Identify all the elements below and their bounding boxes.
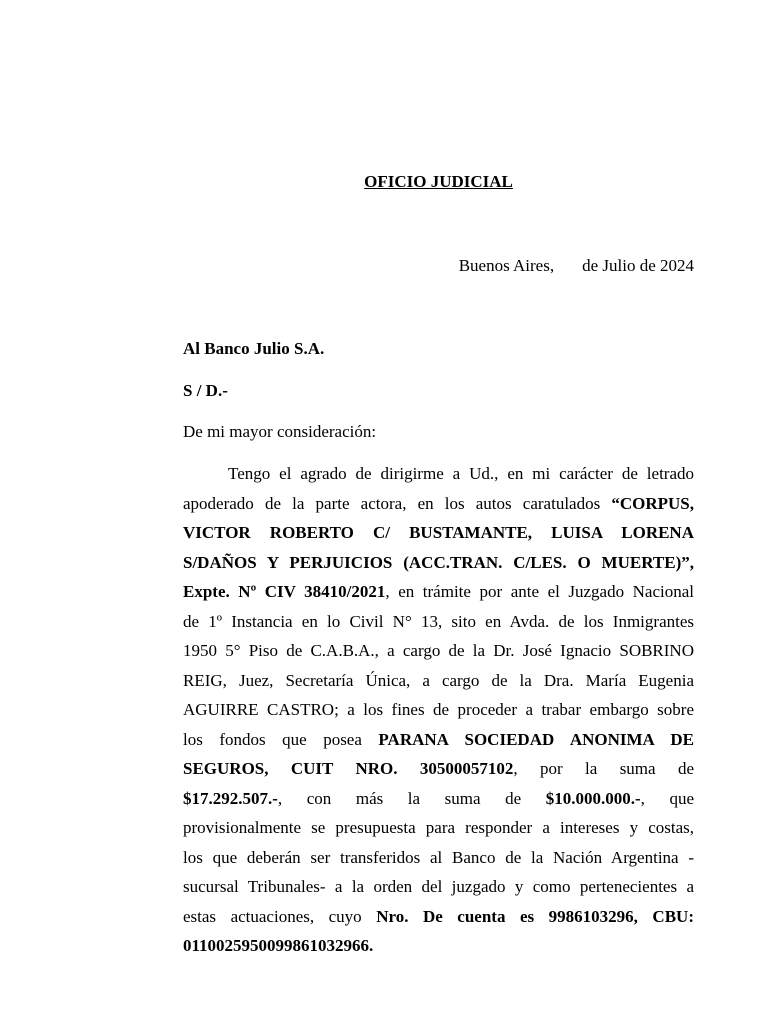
body-line xyxy=(183,459,694,489)
body-bold-text: $17.292.507.- xyxy=(183,788,278,808)
body-line xyxy=(183,577,694,607)
document-title: OFICIO JUDICIAL xyxy=(364,172,513,191)
body-line xyxy=(183,754,694,784)
body-text: , por la suma de xyxy=(513,759,695,778)
body-line xyxy=(183,931,694,961)
body-text: los fondos que posea xyxy=(183,729,379,749)
body-text: , que xyxy=(640,788,694,808)
body-text: sucursal Tribunales- a la orden del juzgado y como pertenecientes a xyxy=(183,877,694,896)
body-line xyxy=(183,666,694,696)
body-line xyxy=(183,725,694,755)
body-text: Tengo el agrado de dirigirme a Ud., en mi carácter de letrado xyxy=(228,464,694,483)
body-line xyxy=(183,489,694,519)
date-city: Buenos Aires, xyxy=(458,256,555,275)
body-text: REIG, Juez, Secretaría Única, a cargo de la Dra. María Eugenia xyxy=(183,670,694,690)
body-bold-text: $10.000.000.- xyxy=(545,788,641,808)
body-line xyxy=(183,518,694,548)
body-text: apoderado de la parte actora, en los autos caratulados xyxy=(183,493,612,513)
body-bold-text: Nro. De cuenta es 9986103296, CBU: xyxy=(376,906,694,926)
body-bold-text: SEGUROS, CUIT NRO. 30500057102 xyxy=(183,759,514,778)
body-text: AGUIRRE CASTRO; a los fines de proceder a trabar embargo sobre xyxy=(183,700,694,719)
body-text: 1950 5° Piso de C.A.B.A., a cargo de la Dr. José Ignacio SOBRINO xyxy=(183,641,694,660)
body-text: , con más la suma de xyxy=(277,788,546,808)
date-text: de Julio de 2024 xyxy=(582,256,694,275)
body-bold-text: PARANA SOCIEDAD ANONIMA DE xyxy=(378,729,694,749)
body-line xyxy=(183,607,694,637)
body-text: provisionalmente se presupuesta para responder a intereses y costas, xyxy=(183,818,694,837)
body-text: , en trámite por ante el Juzgado Nacional xyxy=(385,582,695,601)
body-line xyxy=(183,843,694,873)
date-line xyxy=(183,256,694,276)
body-line xyxy=(183,784,694,814)
body-bold-text: Expte. Nº CIV 38410/2021 xyxy=(183,582,386,601)
body-line xyxy=(183,902,694,932)
body-paragraph xyxy=(183,459,694,961)
body-line xyxy=(183,636,694,666)
body-line xyxy=(183,548,694,578)
body-text: de 1º Instancia en lo Civil N° 13, sito en Avda. de los Inmigrantes xyxy=(183,611,694,631)
body-line xyxy=(183,872,694,902)
greeting: De mi mayor consideración: xyxy=(183,422,377,441)
body-bold-text: S/DAÑOS Y PERJUICIOS (ACC.TRAN. C/LES. O MUERTE)”, xyxy=(183,552,694,572)
addressee: Al Banco Julio S.A. xyxy=(183,339,325,358)
body-bold-text: 0110025950099861032966. xyxy=(183,936,374,955)
body-line xyxy=(183,813,694,843)
body-bold-text: VICTOR ROBERTO C/ BUSTAMANTE, LUISA LORENA xyxy=(183,523,694,542)
body-line xyxy=(183,695,694,725)
sd-line: S / D.- xyxy=(183,381,228,400)
body-bold-text: “CORPUS, xyxy=(611,493,694,513)
body-text: los que deberán ser transferidos al Banco de la Nación Argentina - xyxy=(183,847,694,867)
body-text: estas actuaciones, cuyo xyxy=(183,906,377,926)
